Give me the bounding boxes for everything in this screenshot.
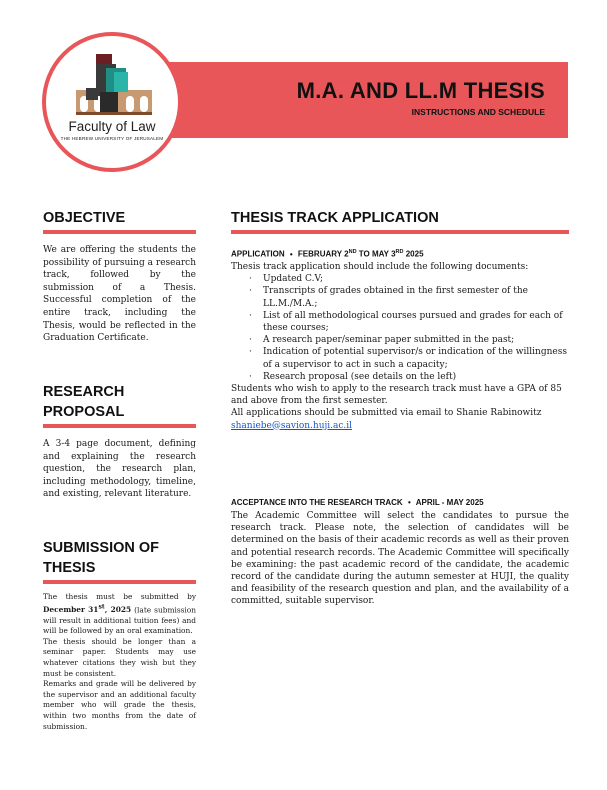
logo-university-name: THE HEBREW UNIVERSITY OF JERUSALEM (60, 136, 164, 141)
submission-rule (43, 580, 196, 584)
application-date-start: FEBRUARY 2 (297, 249, 349, 259)
list-item: · Updated C.V; (249, 273, 569, 285)
deadline-intro: The thesis must be submitted by (43, 592, 196, 601)
application-date-end: TO MAY 3 (356, 249, 396, 259)
email-instructions: All applications should be submitted via email to Shanie Rabinowitz (231, 408, 542, 419)
list-item: · Research proposal (see details on the left) (249, 371, 569, 383)
list-item: · Indication of potential supervisor/s or indication of the willingness of a supervisor to act in such a capacity; (249, 346, 569, 370)
proposal-heading (43, 382, 124, 422)
logo-faculty-name: Faculty of Law (68, 119, 156, 134)
building-icon (76, 54, 152, 118)
list-item: · List of all methodological courses pursued and grades for each of these courses; (249, 310, 569, 334)
application-year: 2025 (403, 249, 424, 259)
proposal-heading-line2: PROPOSAL (43, 404, 125, 420)
thesis-track-rule (231, 230, 569, 234)
application-date-end-suffix: RD (395, 249, 404, 255)
objective-heading: OBJECTIVE (43, 210, 126, 226)
thesis-track-heading: THESIS TRACK APPLICATION (231, 210, 439, 226)
application-intro: Thesis track application should include the following documents: (231, 262, 529, 272)
page-title: M.A. AND LL.M THESIS (296, 78, 545, 103)
application-label: APPLICATION (231, 249, 285, 259)
acceptance-label: ACCEPTANCE INTO THE RESEARCH TRACK (231, 498, 403, 507)
faculty-logo (42, 32, 182, 172)
proposal-rule (43, 424, 196, 428)
contact-email-link[interactable]: shaniebe@savion.huji.ac.il (231, 420, 353, 431)
submission-heading-line1: SUBMISSION OF (43, 540, 160, 556)
submission-paragraph-grading: Remarks and grade will be delivered by the supervisor and an additional faculty member who will grade the thesis, within two months from the date of submission. (43, 679, 196, 731)
deadline-suffix: st (98, 603, 105, 611)
acceptance-text: The Academic Committee will select the candidates to pursue the research track. Please note, the selection of candidates will be determined on the basis of their academic records as well as their proven and potential research records. The Academic Committee will specifically be examining: the past academic record of the candidate, the academic record of the candidate during the autumn semester at HUJI, the quality and feasibility of the research question and plan, and the availability of a committed, suitable supervisor. (231, 511, 569, 607)
submission-text (43, 592, 196, 732)
list-item: · A research paper/seminar paper submitted in the past; (249, 334, 569, 346)
list-item: · Transcripts of grades obtained in the first semester of the LL.M./M.A.; (249, 285, 569, 309)
submission-heading-line2: THESIS (43, 560, 96, 576)
acceptance-dates: APRIL - MAY 2025 (415, 498, 484, 507)
page-subtitle: INSTRUCTIONS AND SCHEDULE (411, 107, 545, 117)
objective-rule (43, 230, 196, 234)
application-separator: • (289, 249, 293, 259)
proposal-text: A 3-4 page document, defining and explaining the research question, the research plan, including methodology, timeline, and existing, relevant literature. (43, 439, 196, 500)
application-documents-list (231, 273, 569, 383)
deadline-note: (late submission will result in additional tuition fees) and will be followed by an oral examination. (43, 605, 196, 636)
application-date-start-suffix: ND (348, 249, 357, 255)
acceptance-separator: • (407, 498, 411, 507)
submission-paragraph-deadline (43, 592, 196, 637)
application-body (231, 261, 569, 432)
deadline-date (43, 605, 131, 614)
proposal-heading-line1: RESEARCH (43, 384, 125, 400)
gpa-requirement: Students who wish to apply to the research track must have a GPA of 85 and above from the first semester. (231, 384, 562, 407)
deadline-day: December 31 (43, 605, 99, 615)
objective-text: We are offering the students the possibility of pursuing a research track, followed by the submission of a Thesis. Successful completion of the entire track, including the Thesis, would be reflected in the Graduation Certificate. (43, 245, 196, 344)
application-subheading (231, 249, 424, 259)
acceptance-subheading (231, 498, 484, 507)
deadline-year: , 2025 (104, 605, 132, 615)
submission-paragraph-length: The thesis should be longer than a seminar paper. Students may use whatever citations they wish but they must be consistent. (43, 636, 196, 678)
submission-heading (43, 538, 159, 578)
